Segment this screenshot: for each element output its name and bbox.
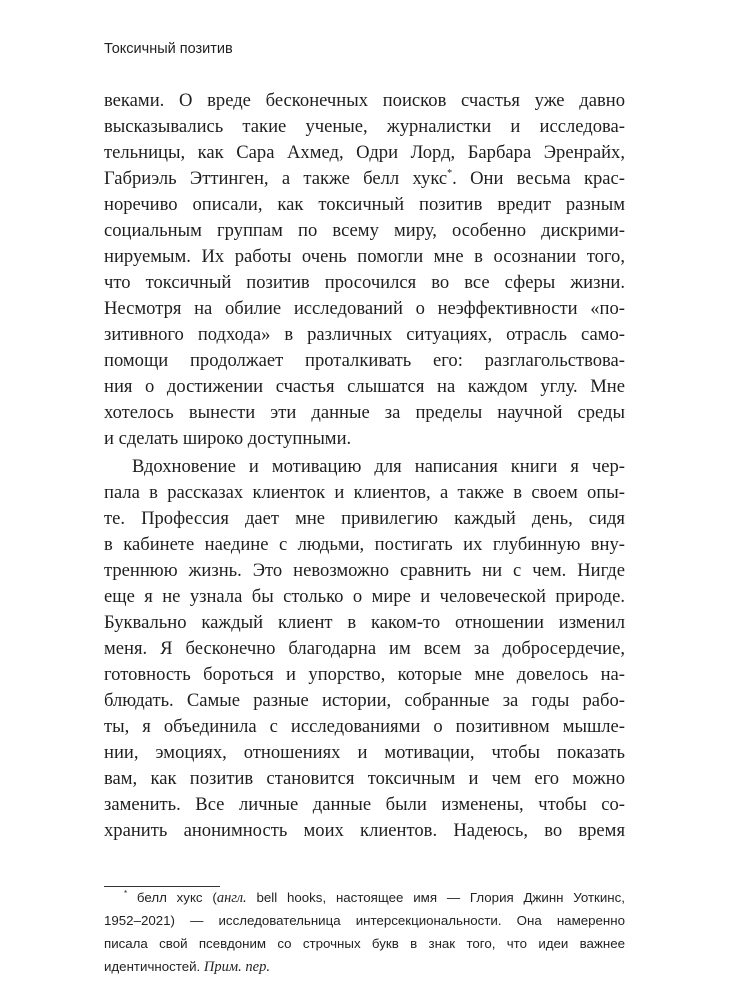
text-fragment: . Они весьма крас-: [452, 168, 625, 189]
footnote-line: писала свой псевдоним со строчных букв в знак того, что идеи важнее: [104, 936, 625, 951]
text-line: помощи продолжает проталкивать его: разглагольствова-: [104, 350, 625, 371]
text-line: хранить анонимность моих клиентов. Надеюсь, во время: [104, 820, 625, 841]
text-line: блюдать. Самые разные истории, собранные за годы рабо-: [104, 690, 625, 711]
text-line: Несмотря на обилие исследований о неэффективности «по-: [104, 298, 625, 319]
text-line: Вдохновение и мотивацию для написания книги я чер-: [132, 456, 625, 477]
text-line: в кабинете наедине с людьми, постигать их глубинную вну-: [104, 534, 625, 555]
text-line: ты, я объединила с исследованиями о позитивном мышле-: [104, 716, 625, 737]
footnote-text: белл хукс (: [127, 890, 217, 905]
text-line: пала в рассказах клиенток и клиентов, а также в своем опы-: [104, 482, 625, 503]
text-line: готовность бороться и упорство, которые мне довелось на-: [104, 664, 625, 685]
text-line: те. Профессия дает мне привилегию каждый день, сидя: [104, 508, 625, 529]
text-line: веками. О вреде бесконечных поисков счастья уже давно: [104, 90, 625, 111]
footnote-abbreviation: англ.: [216, 890, 247, 906]
text-line: ния о достижении счастья слышатся на каждом углу. Мне: [104, 376, 625, 397]
footnote-line: 1952–2021) — исследовательница интерсекциональности. Она намеренно: [104, 913, 625, 928]
footnote-marker: *: [124, 889, 128, 898]
text-line: хотелось вынести эти данные за пределы научной среды: [104, 402, 625, 423]
text-line: и сделать широко доступными.: [104, 428, 352, 449]
text-fragment: Габриэль Эттинген, а также белл хукс: [104, 168, 448, 189]
running-header: Токсичный позитив: [104, 41, 233, 57]
text-line: высказывались такие ученые, журналистки и исследова-: [104, 116, 625, 137]
text-line: нируемым. Их работы очень помогли мне в осознании того,: [104, 246, 625, 267]
text-line: еще я не узнала бы столько о мире и человеческой природе.: [104, 586, 625, 607]
footnote-line: [124, 887, 625, 908]
text-line: зитивного подхода» в различных ситуациях, отрасль само-: [104, 324, 625, 345]
text-line: треннюю жизнь. Это невозможно сравнить ни с чем. Нигде: [104, 560, 625, 581]
text-line: нии, эмоциях, отношениях и мотивации, чтобы показать: [104, 742, 625, 763]
text-line-with-footnote-ref: [104, 167, 625, 191]
footnote-reference[interactable]: *: [447, 168, 453, 179]
text-line: Буквально каждый клиент в каком-то отношении изменил: [104, 612, 625, 633]
translator-note: Прим. пер.: [203, 959, 270, 975]
text-line: вам, как позитив становится токсичным и чем его можно: [104, 768, 625, 789]
footnote-text: bell hooks, настоящее имя — Глория Джинн Уоткинс,: [246, 890, 625, 905]
text-line: социальным группам по всему миру, особенно дискрими-: [104, 220, 625, 241]
footnote-line: [104, 956, 625, 977]
text-line: что токсичный позитив просочился во все сферы жизни.: [104, 272, 625, 293]
text-line: заменить. Все личные данные были изменены, чтобы со-: [104, 794, 625, 815]
text-line: норечиво описали, как токсичный позитив вредит разным: [104, 194, 625, 215]
text-line: тельницы, как Сара Ахмед, Одри Лорд, Барбара Эренрайх,: [104, 142, 625, 163]
footnote-text: идентичностей.: [104, 959, 204, 974]
text-line: меня. Я бесконечно благодарна им всем за добросердечие,: [104, 638, 625, 659]
